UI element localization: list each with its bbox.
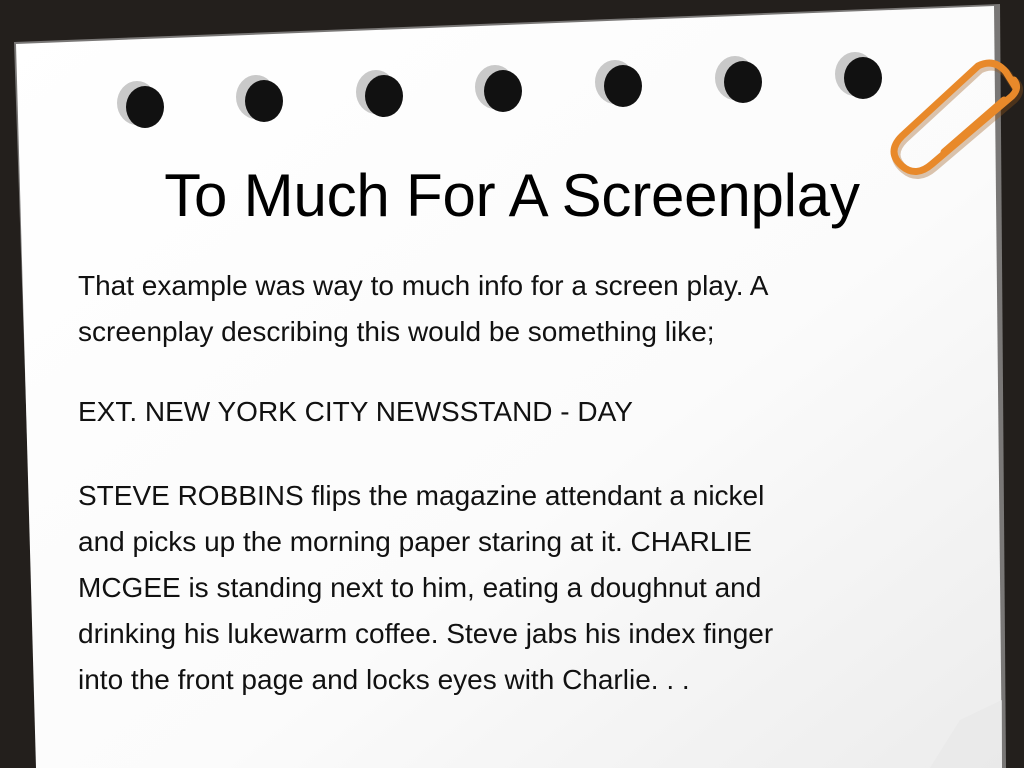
scene-heading: EXT. NEW YORK CITY NEWSSTAND - DAY <box>78 396 633 427</box>
body-paragraph-action: STEVE ROBBINS flips the magazine attendant a nickel and picks up the morning paper staring at it. CHARLIE MCGEE is standing next to him, eating a doughnut and drinking his lukewarm coffee. Steve jabs his index finger into the front page and locks eyes with Charlie. . . <box>78 480 774 695</box>
body-paragraph-intro: That example was way to much info for a screen play. A screenplay describing this would be something like; <box>78 270 769 347</box>
slide-title: To Much For A Screenplay <box>164 162 860 229</box>
